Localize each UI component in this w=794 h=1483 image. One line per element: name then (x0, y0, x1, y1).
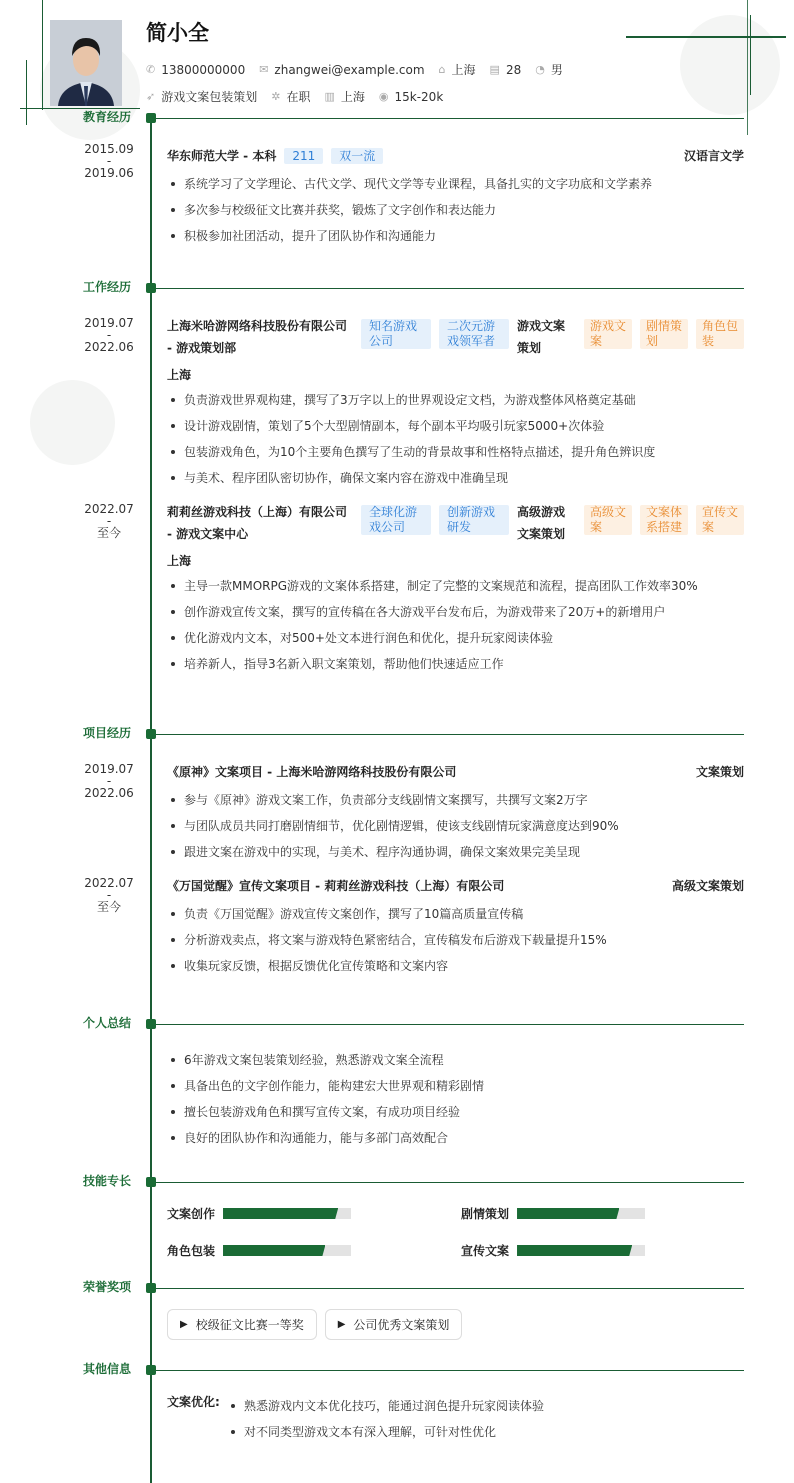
timeline-dot (146, 1177, 156, 1187)
section-header (0, 1017, 794, 1031)
entry-content (167, 145, 744, 249)
gender-icon: ◔ (535, 63, 545, 76)
status-icon: ✲ (271, 90, 281, 103)
education-entry (0, 142, 794, 249)
play-icon: ▶ (180, 1319, 188, 1330)
position: 高级游戏文案策划 (517, 505, 566, 541)
position: 游戏文案策划 (517, 319, 566, 355)
company-tag: 二次元游戏领军者 (439, 319, 509, 349)
end-date: 2022.06 (84, 786, 134, 800)
company-tag: 创新游戏研发 (439, 505, 509, 535)
start-date: 2019.07 (84, 762, 134, 776)
project-name: 《万国觉醒》宣传文案项目 - 莉莉丝游戏科技（上海）有限公司 (167, 879, 505, 893)
company-name: 上海米哈游网络科技股份有限公司 - 游戏策划部 (167, 319, 348, 355)
bullet-item: 具备出色的文字创作能力，能构建宏大世界观和精彩剧情 (167, 1073, 744, 1099)
bullet-item: 负责《万国觉醒》游戏宣传文案创作，撰写了10篇高质量宣传稿 (167, 901, 744, 927)
contact-row (146, 61, 563, 78)
building-icon: ▥ (324, 90, 335, 103)
bullet-item: 包装游戏角色，为10个主要角色撰写了生动的背景故事和性格特点描述，提升角色辨识度 (167, 439, 744, 465)
date-separator: - (106, 328, 112, 342)
section-header (0, 111, 794, 125)
skill-bar-fill (223, 1245, 325, 1256)
skill-item (167, 1242, 461, 1259)
bullet-item: 参与《原神》游戏文案工作，负责部分支线剧情文案撰写，共撰写文案2万字 (167, 787, 744, 813)
date-range (80, 763, 138, 799)
skill-bar-fill (223, 1208, 338, 1219)
section-title: 项目经历 (82, 726, 131, 740)
skill-item (167, 1205, 461, 1222)
bullet-item: 系统学习了文学理论、古代文学、现代文学等专业课程，具备扎实的文字功底和文学素养 (167, 171, 744, 197)
target-job: 游戏文案包装策划 (161, 90, 258, 104)
bullet-item: 培养新人，指导3名新入职文案策划，帮助他们快速适应工作 (167, 651, 744, 677)
entry-content (167, 501, 744, 677)
phone: 13800000000 (161, 62, 246, 77)
project-role: 高级文案策划 (671, 879, 744, 893)
skills-grid (167, 1205, 794, 1259)
section-divider (156, 734, 744, 735)
start-date: 2022.07 (84, 876, 134, 890)
skill-tag: 游戏文案 (584, 319, 632, 349)
school-name: 华东师范大学 - 本科 (167, 149, 277, 163)
timeline-dot (146, 1365, 156, 1375)
date-range (80, 143, 138, 179)
avatar-photo (50, 20, 122, 106)
bullet-item: 收集玩家反馈，根据反馈优化宣传策略和文案内容 (167, 953, 744, 979)
section-title: 教育经历 (82, 110, 131, 124)
home-icon: ⌂ (438, 63, 446, 76)
project-entry (0, 875, 794, 979)
skill-name: 角色包装 (167, 1244, 216, 1258)
end-date: 2019.06 (84, 166, 134, 180)
date-range (80, 503, 138, 539)
email: zhangwei@example.com (274, 62, 425, 77)
section-title: 个人总结 (82, 1016, 131, 1030)
award-badge[interactable] (325, 1309, 463, 1340)
send-icon: ➶ (146, 90, 156, 103)
section-title: 其他信息 (82, 1362, 131, 1376)
date-separator: - (106, 888, 112, 902)
skill-name: 剧情策划 (461, 1207, 510, 1221)
bullet-item: 擅长包装游戏角色和撰写宣传文案，有成功项目经验 (167, 1099, 744, 1125)
section-other (0, 1363, 794, 1445)
bullet-item: 负责游戏世界观构建，撰写了3万字以上的世界观设定文档，为游戏整体风格奠定基础 (167, 387, 744, 413)
section-divider (156, 118, 744, 119)
work-entry (0, 315, 794, 491)
section-header (0, 1363, 794, 1377)
section-education (0, 111, 794, 249)
skill-bar (223, 1208, 351, 1219)
skill-tag: 文案体系搭建 (640, 505, 688, 535)
bullet-list (167, 387, 744, 491)
section-divider (156, 1024, 744, 1025)
bullet-item: 对不同类型游戏文本有深入理解，可针对性优化 (227, 1419, 544, 1445)
entry-content (167, 315, 744, 491)
date-range (80, 877, 138, 913)
date-range (80, 317, 138, 353)
bullet-list (227, 1393, 544, 1445)
decor-line (626, 36, 786, 38)
skill-name: 文案创作 (167, 1207, 216, 1221)
section-header (0, 727, 794, 741)
bullet-item: 多次参与校级征文比赛并获奖，锻炼了文字创作和表达能力 (167, 197, 744, 223)
section-header (0, 1175, 794, 1189)
school-tag: 211 (284, 148, 323, 164)
bullet-item: 熟悉游戏内文本优化技巧，能通过润色提升玩家阅读体验 (227, 1393, 544, 1419)
bullet-list (167, 787, 744, 865)
timeline-dot (146, 113, 156, 123)
candidate-name: 简小全 (146, 21, 209, 45)
entry-title-row (167, 315, 744, 359)
salary-icon: ◉ (378, 90, 389, 103)
section-divider (156, 1370, 744, 1371)
bullet-item: 优化游戏内文本，对500+处文本进行润色和优化，提升玩家阅读体验 (167, 625, 744, 651)
skill-tags (584, 501, 744, 535)
bullet-item: 与团队成员共同打磨剧情细节，优化剧情逻辑，使该支线剧情玩家满意度达到90% (167, 813, 744, 839)
skill-item (461, 1205, 741, 1222)
end-date: 至今 (96, 526, 121, 540)
end-date: 2022.06 (84, 340, 134, 354)
decor-line (42, 0, 43, 110)
entry-content (167, 761, 744, 865)
award-badge[interactable] (167, 1309, 317, 1340)
other-label: 文案优化: (167, 1395, 220, 1409)
start-date: 2019.07 (84, 316, 134, 330)
entry-title-row (167, 145, 744, 167)
age: 28 (505, 62, 522, 77)
decor-line (750, 15, 751, 95)
summary-content (167, 1047, 744, 1151)
bullet-item: 与美术、程序团队密切协作，确保文案内容在游戏中准确呈现 (167, 465, 744, 491)
section-title: 技能专长 (82, 1174, 131, 1188)
bullet-item: 6年游戏文案包装策划经验，熟悉游戏文案全流程 (167, 1047, 744, 1073)
award-name: 校级征文比赛一等奖 (195, 1318, 304, 1332)
date-separator: - (106, 774, 112, 788)
salary: 15k-20k (394, 89, 444, 104)
bullet-item: 创作游戏宣传文案，撰写的宣传稿在各大游戏平台发布后，为游戏带来了20万+的新增用户 (167, 599, 744, 625)
skill-bar-fill (517, 1245, 632, 1256)
bullet-item: 设计游戏剧情，策划了5个大型剧情副本，每个副本平均吸引玩家5000+次体验 (167, 413, 744, 439)
skill-tag: 角色包装 (696, 319, 744, 349)
skill-bar (517, 1208, 645, 1219)
entry-content (167, 875, 744, 979)
skill-tags (584, 315, 744, 349)
start-date: 2022.07 (84, 502, 134, 516)
email-icon: ✉ (259, 63, 269, 76)
project-name: 《原神》文案项目 - 上海米哈游网络科技股份有限公司 (167, 765, 457, 779)
entry-title-row (167, 501, 744, 545)
company-tag: 全球化游戏公司 (361, 505, 431, 535)
section-projects (0, 727, 794, 979)
end-date: 至今 (96, 900, 121, 914)
section-skills (0, 1175, 794, 1259)
skill-item (461, 1242, 741, 1259)
phone-icon: ✆ (146, 63, 156, 76)
date-separator: - (106, 154, 112, 168)
bullet-item: 分析游戏卖点，将文案与游戏特色紧密结合，宣传稿发布后游戏下载量提升15% (167, 927, 744, 953)
bullet-item: 主导一款MMORPG游戏的文案体系搭建，制定了完整的文案规范和流程，提高团队工作效率30% (167, 573, 744, 599)
bullet-item: 跟进文案在游戏中的实现，与美术、程序沟通协调，确保文案效果完美呈现 (167, 839, 744, 865)
section-header (0, 281, 794, 295)
work-location: 上海 (167, 368, 192, 382)
skill-bar-fill (517, 1208, 619, 1219)
timeline-dot (146, 729, 156, 739)
skill-name: 宣传文案 (461, 1244, 510, 1258)
age-icon: ▤ (489, 63, 500, 76)
skill-bar (223, 1245, 351, 1256)
section-divider (156, 1182, 744, 1183)
company-tag: 知名游戏公司 (361, 319, 431, 349)
bullet-list (167, 171, 744, 249)
work-location: 上海 (167, 554, 192, 568)
start-date: 2015.09 (84, 142, 134, 156)
bullet-list (167, 1047, 744, 1151)
target-city: 上海 (340, 90, 365, 104)
section-header (0, 1281, 794, 1295)
timeline-dot (146, 1019, 156, 1029)
bullet-list (167, 573, 744, 677)
section-summary (0, 1017, 794, 1151)
skill-bar (517, 1245, 645, 1256)
section-divider (156, 1288, 744, 1289)
project-entry (0, 761, 794, 865)
bullet-list (167, 901, 744, 979)
major: 汉语言文学 (683, 149, 744, 163)
company-name: 莉莉丝游戏科技（上海）有限公司 - 游戏文案中心 (167, 505, 348, 541)
project-role: 文案策划 (695, 765, 744, 779)
school-tag: 双一流 (331, 148, 383, 164)
skill-tag: 高级文案 (584, 505, 632, 535)
decor-circle (680, 15, 780, 115)
bullet-item: 良好的团队协作和沟通能力，能与多部门高效配合 (167, 1125, 744, 1151)
section-work (0, 281, 794, 677)
location: 上海 (451, 63, 476, 77)
gender: 男 (550, 63, 563, 77)
awards-list (167, 1309, 794, 1340)
award-name: 公司优秀文案策划 (353, 1318, 450, 1332)
entry-title-row (167, 761, 744, 783)
other-info (167, 1389, 794, 1445)
play-icon: ▶ (337, 1319, 346, 1330)
bullet-item: 积极参加社团活动，提升了团队协作和沟通能力 (167, 223, 744, 249)
section-title: 荣誉奖项 (82, 1280, 131, 1294)
job-row (146, 88, 443, 105)
date-separator: - (106, 514, 112, 528)
work-entry (0, 501, 794, 677)
section-divider (156, 288, 744, 289)
timeline-dot (146, 283, 156, 293)
skill-tag: 宣传文案 (696, 505, 744, 535)
timeline-dot (146, 1283, 156, 1293)
section-title: 工作经历 (82, 280, 131, 294)
job-status: 在职 (286, 90, 311, 104)
section-awards (0, 1281, 794, 1340)
entry-title-row (167, 875, 744, 897)
skill-tag: 剧情策划 (640, 319, 688, 349)
